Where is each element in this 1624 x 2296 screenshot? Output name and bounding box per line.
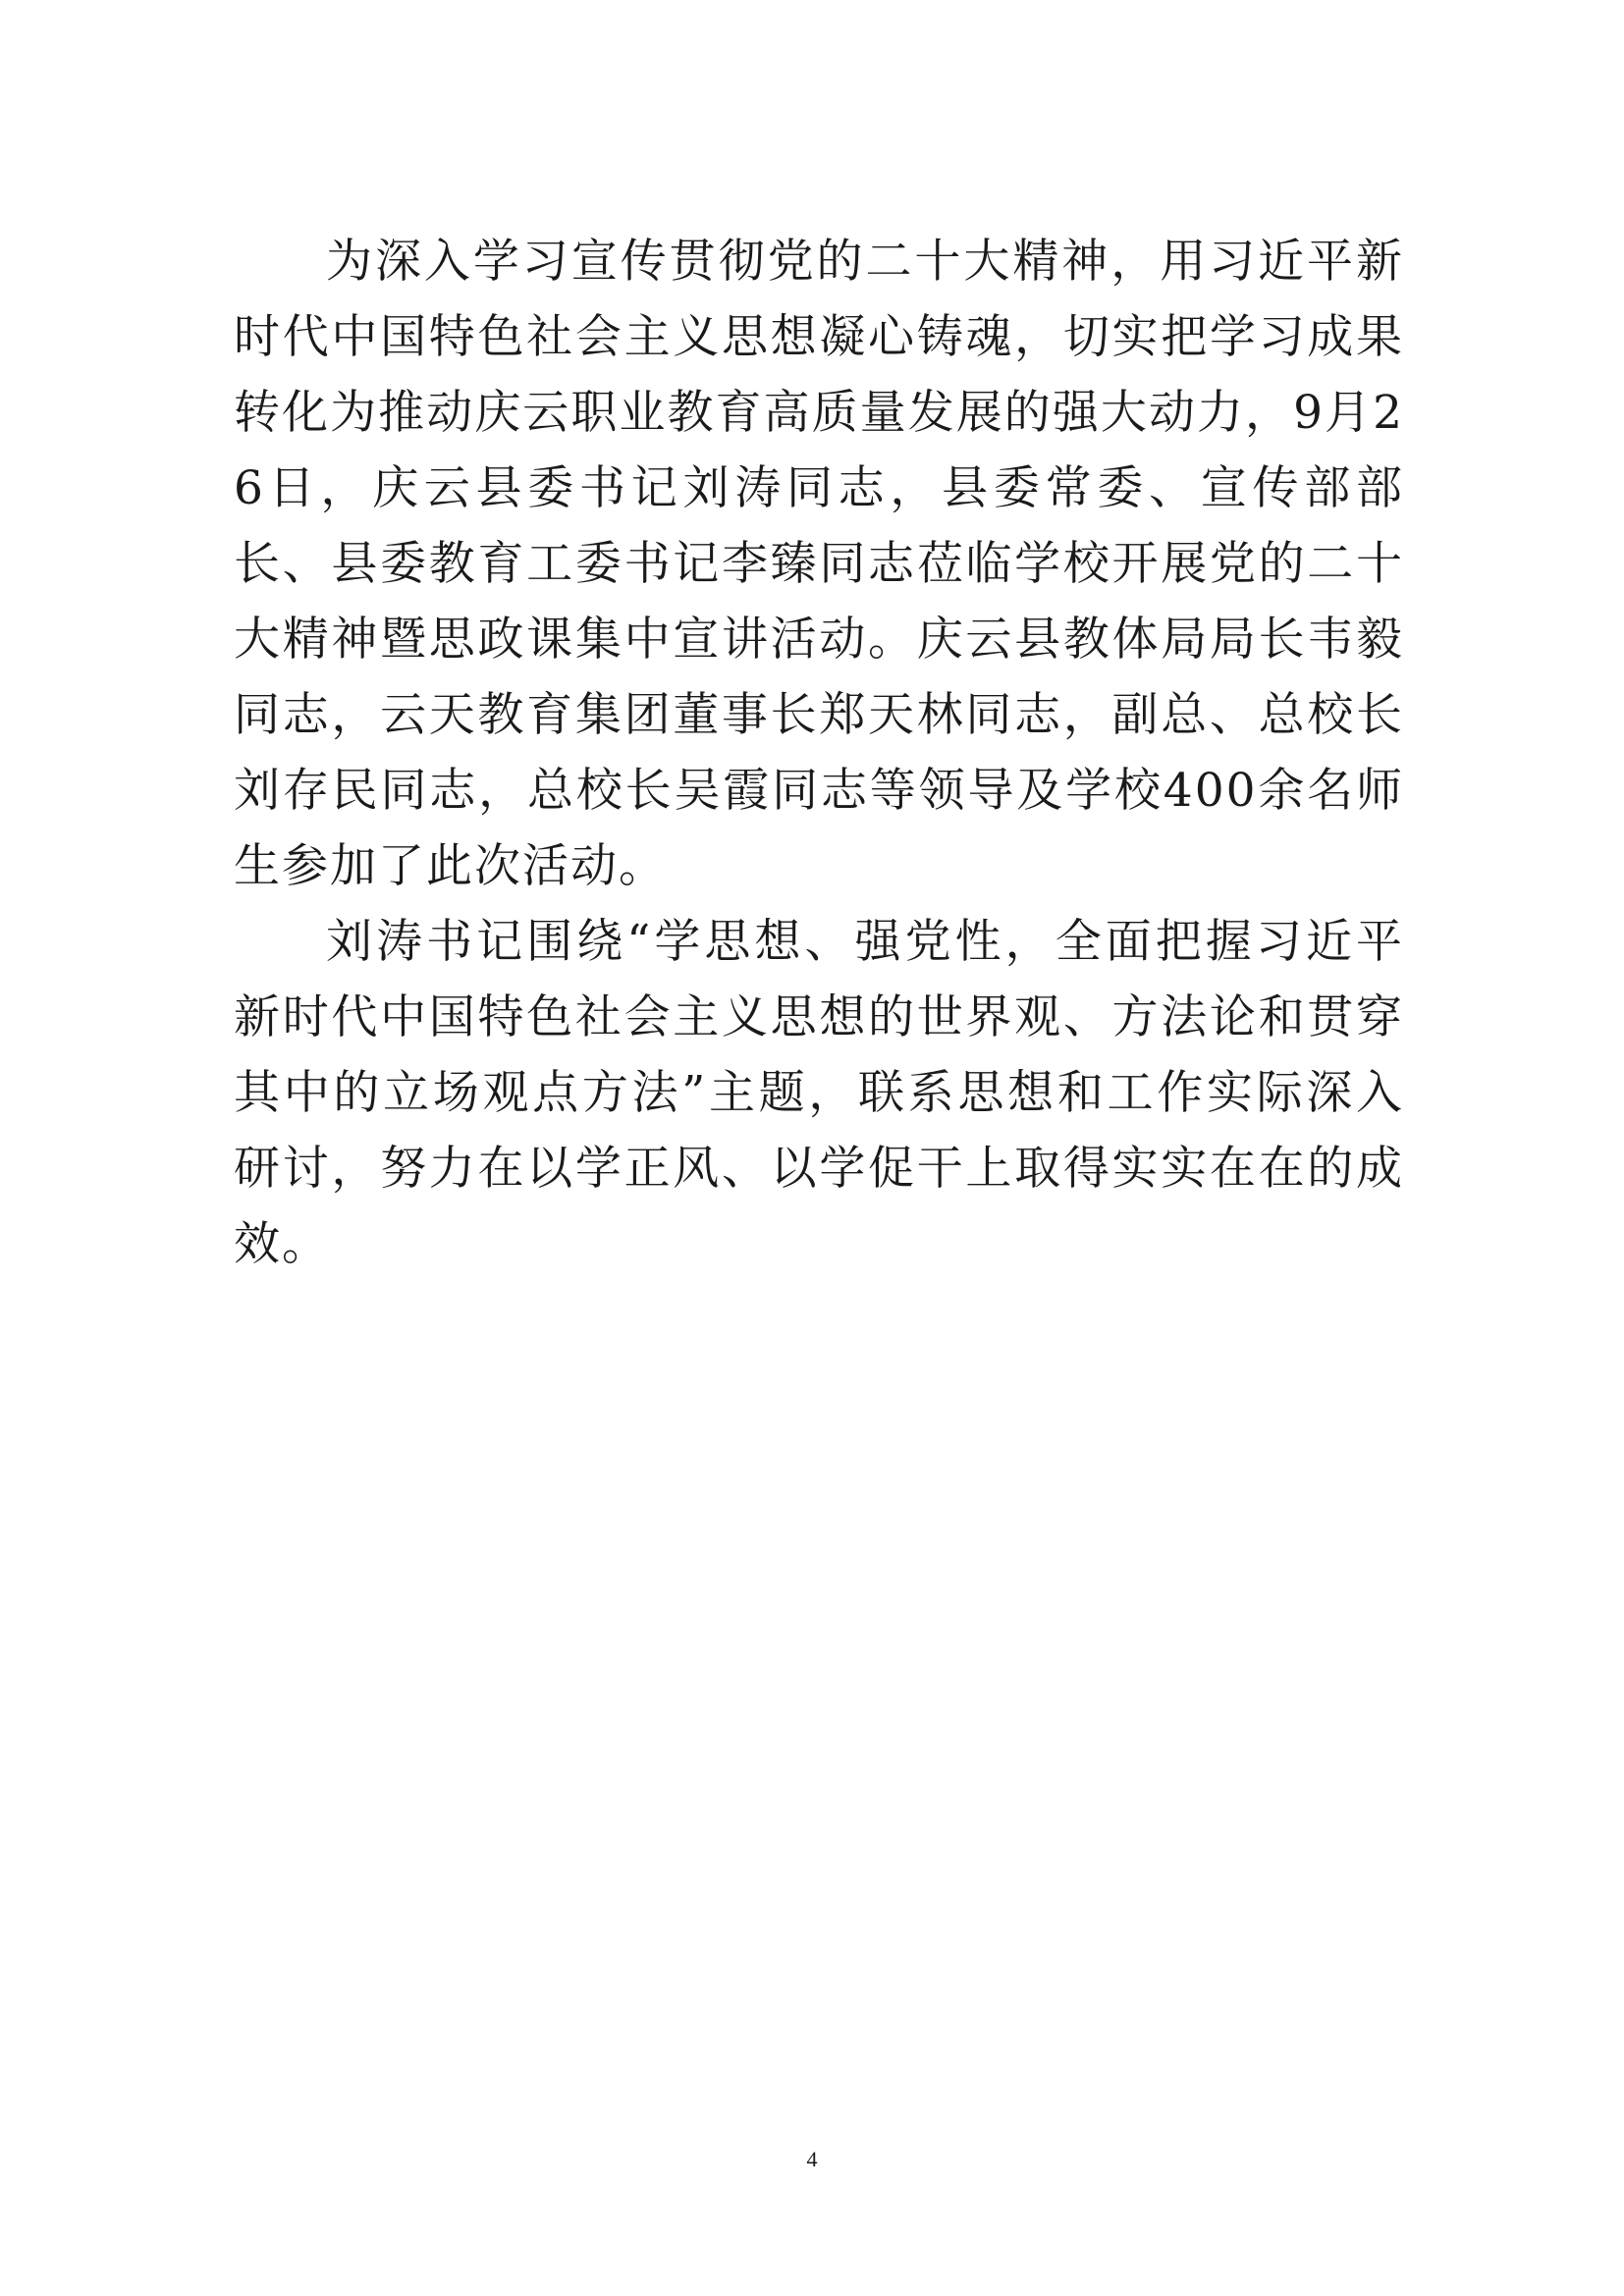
paragraph-1: 为深入学习宣传贯彻党的二十大精神，用习近平新时代中国特色社会主义思想凝心铸魂，切实把学习成果转化为推动庆云职业教育高质量发展的强大动力，9月26日，庆云县委书记刘涛同志，县委常委、宣传部部长、县委教育工委书记李臻同志莅临学校开展党的二十大精神暨思政课集中宣讲活动。庆云县教体局局长韦毅同志，云天教育集团董事长郑天林同志，副总、总校长刘存民同志，总校长吴霞同志等领导及学校400余名师生参加了此次活动。 <box>234 235 1404 893</box>
page-number: 4 <box>806 2147 818 2171</box>
body-text <box>234 224 1404 1282</box>
paragraph-2: 刘涛书记围绕“学思想、强党性，全面把握习近平新时代中国特色社会主义思想的世界观、方法论和贯穿其中的立场观点方法”主题，联系思想和工作实际深入研讨，努力在以学正风、以学促干上取得实实在在的成效。 <box>234 915 1404 1271</box>
